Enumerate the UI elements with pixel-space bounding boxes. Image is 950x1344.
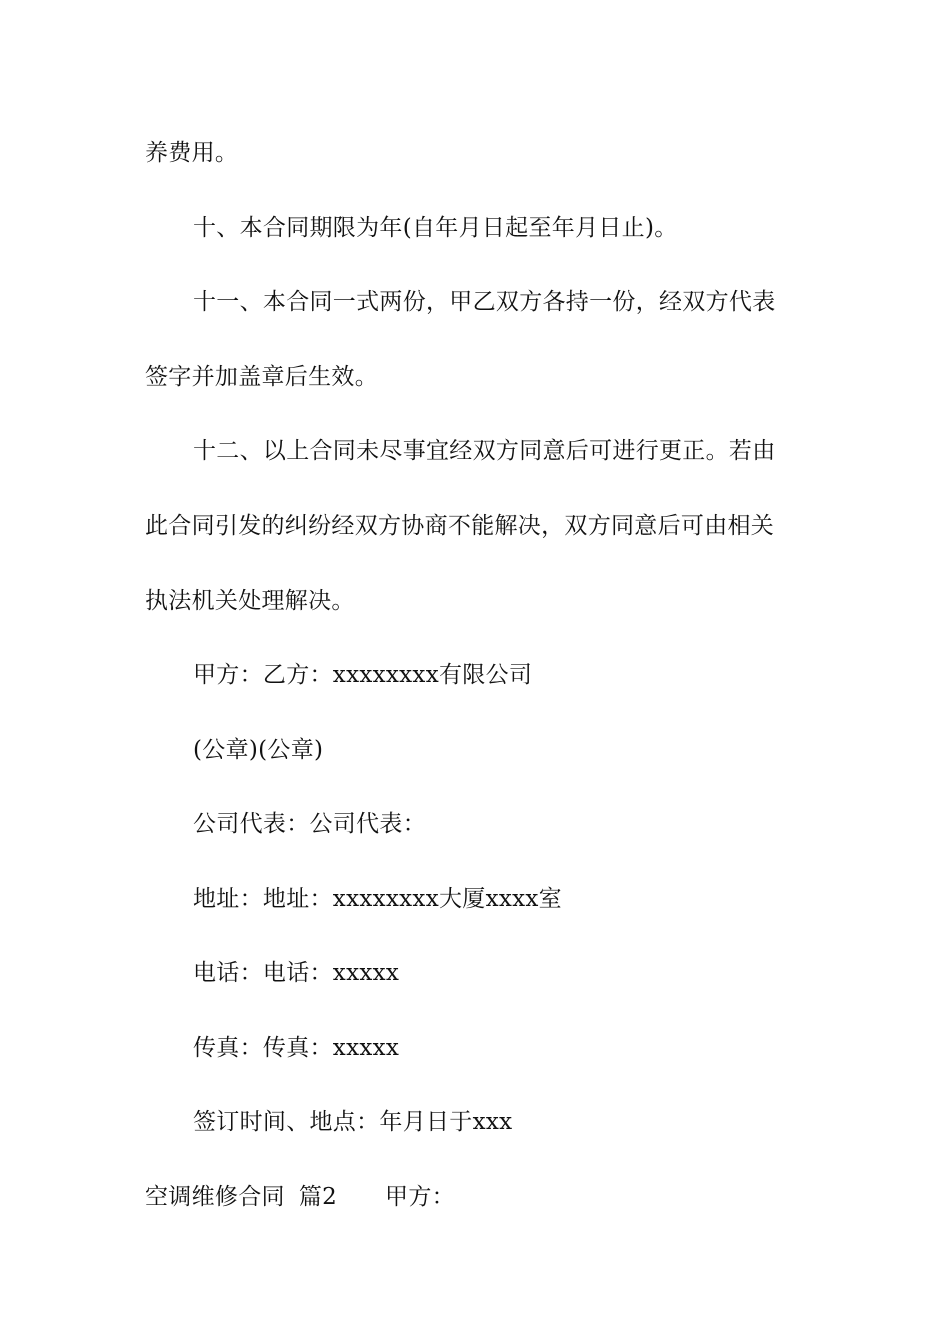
paragraph-line: 养费用。 — [145, 140, 239, 166]
address-line: 地址：地址：xxxxxxxx大厦xxxx室 — [193, 886, 562, 912]
signing-line: 签订时间、地点：年月日于xxx — [193, 1109, 513, 1135]
party-a-label: 甲方： — [385, 1184, 455, 1210]
clause-10-line: 十、本合同期限为年(自年月日起至年月日止)。 — [193, 215, 678, 241]
phone-line: 电话：电话：xxxxx — [193, 960, 400, 986]
seal-line: (公章)(公章) — [193, 737, 324, 763]
clause-12-continuation: 执法机关处理解决。 — [145, 588, 355, 614]
clause-12-continuation: 此合同引发的纠纷经双方协商不能解决，双方同意后可由相关 — [145, 513, 775, 539]
clause-12-line: 十二、以上合同未尽事宜经双方同意后可进行更正。若由 — [193, 438, 776, 464]
fax-line: 传真：传真：xxxxx — [193, 1035, 400, 1061]
clause-11-continuation: 签字并加盖章后生效。 — [145, 364, 378, 390]
section-heading — [145, 1182, 825, 1212]
section-part-number: 篇2 — [298, 1184, 338, 1210]
representative-line: 公司代表：公司代表： — [193, 811, 426, 837]
section-title: 空调维修合同 — [145, 1184, 285, 1210]
parties-line: 甲方：乙方：xxxxxxxx有限公司 — [193, 662, 533, 688]
clause-11-line: 十一、本合同一式两份，甲乙双方各持一份，经双方代表 — [193, 289, 776, 315]
